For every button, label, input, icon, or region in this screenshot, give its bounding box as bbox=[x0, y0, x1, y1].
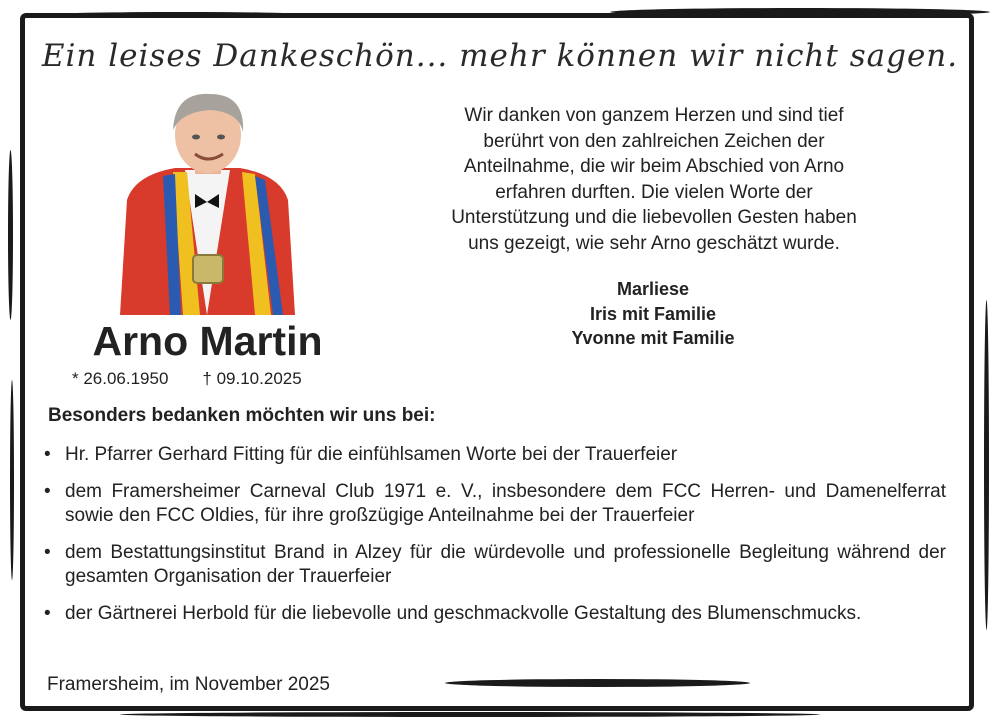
family-member: Yvonne mit Familie bbox=[571, 328, 735, 348]
deceased-name: Arno Martin bbox=[92, 318, 323, 364]
thanks-line: Wir danken von ganzem Herzen und sind tief bbox=[464, 105, 844, 126]
place-date-footer: Framersheim, im November 2025 bbox=[47, 674, 330, 695]
family-member: Marliese bbox=[616, 279, 690, 299]
family-member: Iris mit Familie bbox=[589, 303, 717, 324]
bullet-icon: • bbox=[44, 541, 51, 563]
special-thanks-heading: Besonders bedanken möchten wir uns bei: bbox=[48, 405, 436, 426]
list-item bbox=[44, 541, 946, 590]
thanks-line: berührt von den zahlreichen Zeichen der bbox=[483, 130, 825, 152]
brush-stroke-left-lower bbox=[10, 380, 14, 580]
list-item-text: dem Bestattungsinstitut Brand in Alzey für die würdevolle und professionelle Begleitung während der gesamten Organisation der Trauerfeier bbox=[65, 541, 946, 587]
thanks-line: Anteilnahme, die wir beim Abschied von Arno bbox=[463, 156, 845, 177]
list-item-text: dem Framersheimer Carneval Club 1971 e. V., insbesondere dem FCC Herren- und Damenelferrat sowie den FCC Oldies, für ihre großzügige Anteilnahme bei der Trauerfeier bbox=[65, 480, 946, 526]
list-item-text: der Gärtnerei Herbold für die liebevolle und geschmackvolle Gestaltung des Blumenschmucks. bbox=[65, 602, 862, 624]
brush-stroke-bottom bbox=[445, 679, 750, 687]
thanks-text bbox=[408, 103, 900, 256]
bullet-icon: • bbox=[44, 444, 51, 465]
brush-stroke-top bbox=[610, 8, 990, 16]
list-item bbox=[44, 443, 946, 468]
brush-stroke-top-left bbox=[60, 12, 300, 16]
list-item bbox=[44, 480, 946, 529]
family-signature bbox=[500, 277, 806, 351]
acknowledgement-list bbox=[44, 443, 946, 638]
brush-stroke-bottom-edge bbox=[120, 712, 820, 717]
thanks-line: Unterstützung und die liebevollen Gesten haben bbox=[451, 207, 857, 228]
brush-stroke-left bbox=[8, 150, 13, 320]
thanks-line: erfahren durften. Die vielen Worte der bbox=[495, 181, 813, 203]
death-date: † 09.10.2025 bbox=[202, 369, 302, 388]
portrait-photo bbox=[115, 90, 300, 315]
bullet-icon: • bbox=[44, 480, 51, 502]
list-item bbox=[44, 602, 946, 627]
headline: Ein leises Dankeschön... mehr können wir nicht sagen. bbox=[41, 38, 959, 74]
list-item-text: Hr. Pfarrer Gerhard Fitting für die einfühlsamen Worte bei der Trauerfeier bbox=[65, 444, 678, 465]
brush-stroke-right bbox=[984, 300, 989, 630]
life-dates bbox=[72, 369, 302, 389]
bullet-icon: • bbox=[44, 602, 51, 624]
thanks-line: uns gezeigt, wie sehr Arno geschätzt wurde. bbox=[468, 232, 840, 254]
birth-date: * 26.06.1950 bbox=[72, 369, 169, 388]
